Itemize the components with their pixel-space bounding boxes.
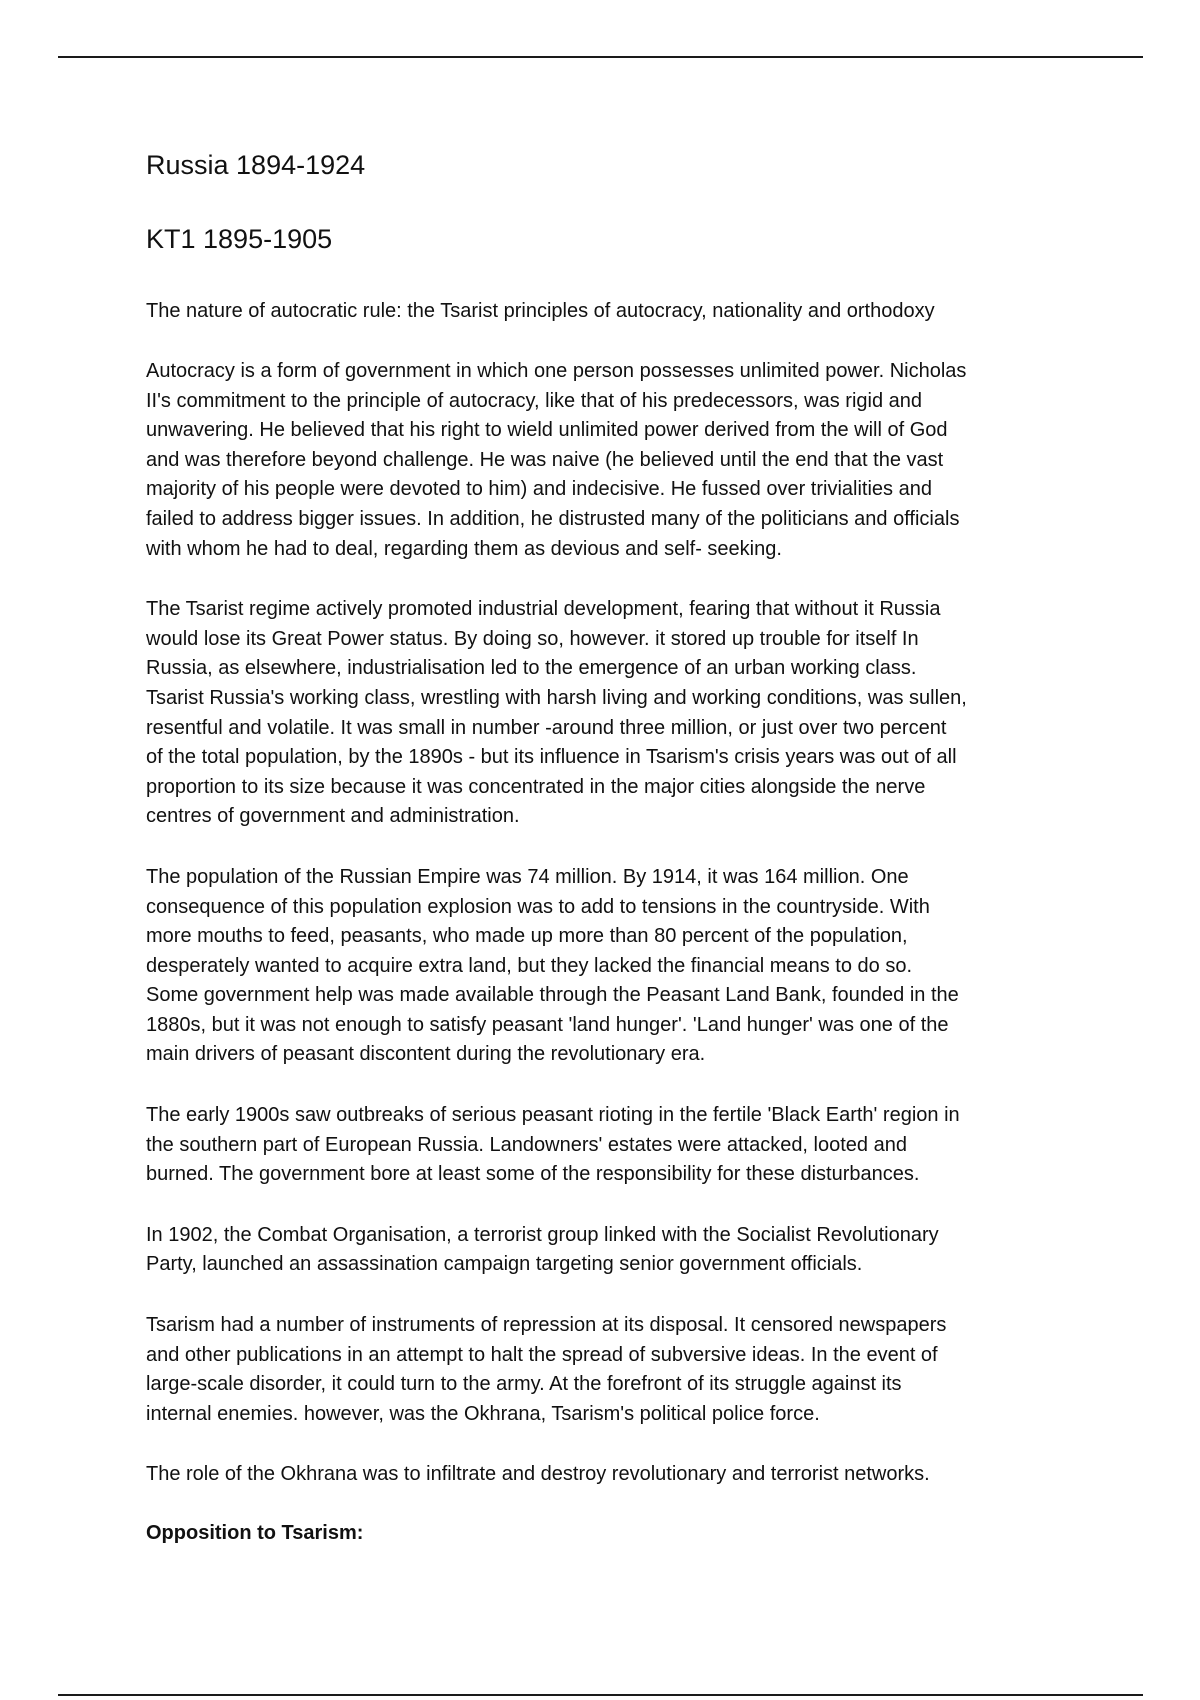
paragraph-okhrana: The role of the Okhrana was to infiltrate and destroy revolutionary and terrorist networks. [146, 1463, 930, 1486]
section-heading-opposition: Opposition to Tsarism: [146, 1522, 364, 1544]
document-title: Russia 1894-1924 [146, 150, 366, 180]
paragraph-peasant-rioting: The early 1900s saw outbreaks of serious peasant rioting in the fertile 'Black Earth' region in the southern part of European Russia. Landowners' estates were attacked, looted and burned. The government bore at least some of the responsibility for these disturbances. [146, 1104, 960, 1186]
topic-subtitle: The nature of autocratic rule: the Tsarist principles of autocracy, nationality and orthodoxy [146, 300, 935, 322]
key-topic-heading: KT1 1895-1905 [146, 224, 333, 254]
top-rule [58, 56, 1143, 58]
document-page [146, 148, 1066, 1548]
paragraph-combat-organisation: In 1902, the Combat Organisation, a terrorist group linked with the Socialist Revolutionary Party, launched an assassination campaign targeting senior government officials. [146, 1223, 939, 1276]
bottom-rule [58, 1694, 1143, 1696]
paragraph-autocracy: Autocracy is a form of government in which one person possesses unlimited power. Nicholas II's commitment to the principle of autocracy, like that of his predecessors, was rigid and unwavering. He believed that his right to wield unlimited power derived from the will of God and was therefore beyond challenge. He was naive (he believed until the end that the vast majority of his people were devoted to him) and indecisive. He fussed over trivialities and failed to address bigger issues. In addition, he distrusted many of the politicians and officials with whom he had to deal, regarding them as devious and self- seeking. [146, 360, 967, 560]
paragraph-repression: Tsarism had a number of instruments of repression at its disposal. It censored newspapers and other publications in an attempt to halt the spread of subversive ideas. In the event of large-scale disorder, it could turn to the army. At the forefront of its struggle against its internal enemies. however, was the Okhrana, Tsarism's political police force. [146, 1314, 947, 1425]
paragraph-industrial-development: The Tsarist regime actively promoted industrial development, fearing that without it Russia would lose its Great Power status. By doing so, however. it stored up trouble for itself In Russia, as elsewhere, industrialisation led to the emergence of an urban working class. Tsarist Russia's working class, wrestling with harsh living and working conditions, was sullen, resentful and volatile. It was small in number -around three million, or just over two percent of the total population, by the 1890s - but its influence in Tsarism's crisis years was out of all proportion to its size because it was concentrated in the major cities alongside the nerve centres of government and administration. [146, 598, 967, 828]
paragraph-population: The population of the Russian Empire was 74 million. By 1914, it was 164 million. One consequence of this population explosion was to add to tensions in the countryside. With more mouths to feed, peasants, who made up more than 80 percent of the population, desperately wanted to acquire extra land, but they lacked the financial means to do so. Some government help was made available through the Peasant Land Bank, founded in the 1880s, but it was not enough to satisfy peasant 'land hunger'. 'Land hunger' was one of the main drivers of peasant discontent during the revolutionary era. [146, 865, 959, 1066]
